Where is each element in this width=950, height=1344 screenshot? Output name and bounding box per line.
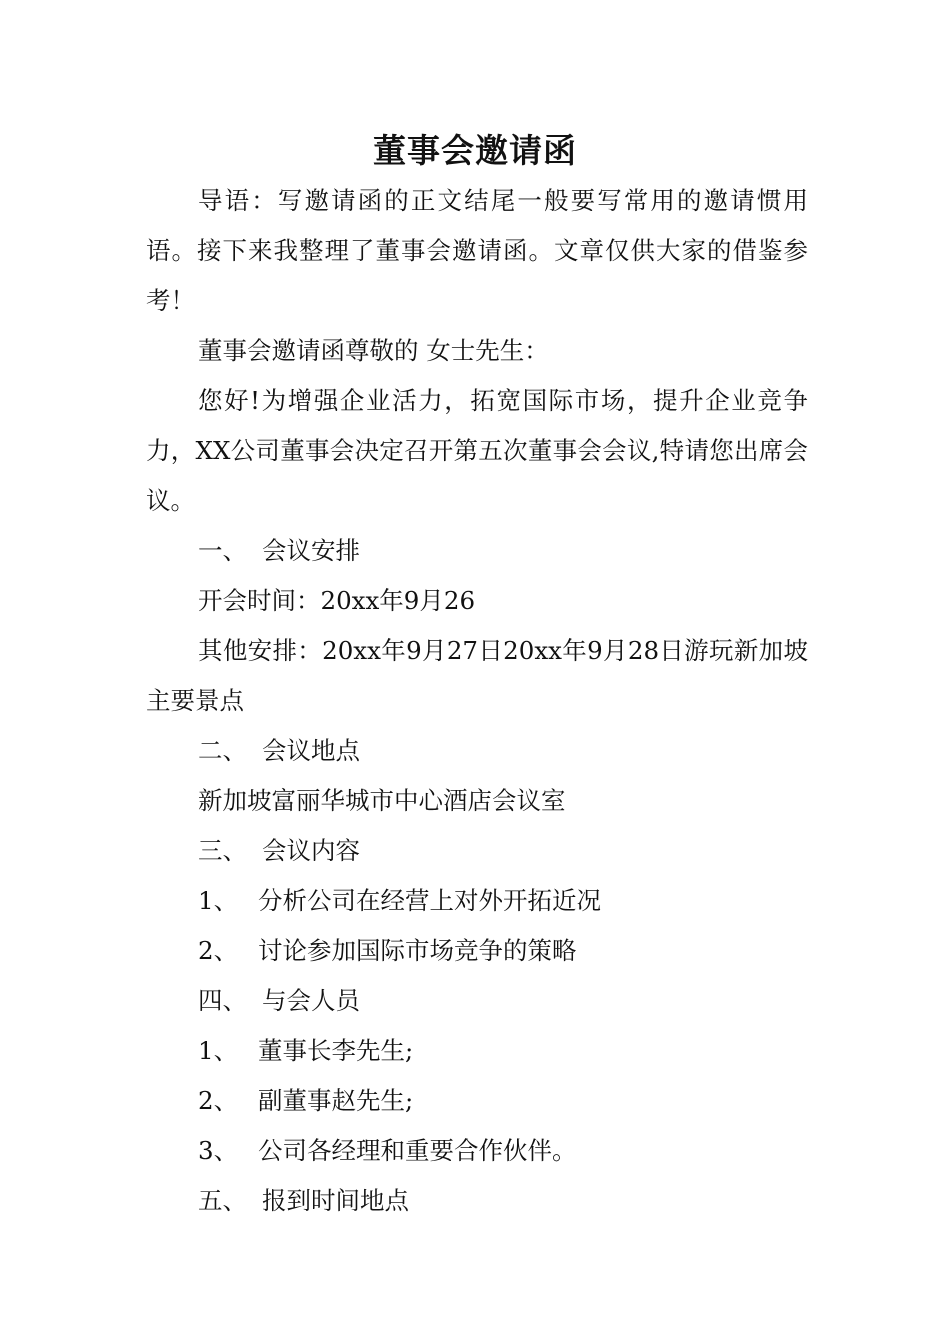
section-heading-4 — [146, 976, 808, 1026]
section-number: 四、 — [198, 986, 247, 1015]
salutation-paragraph: 董事会邀请函尊敬的 女士先生： — [198, 336, 549, 365]
list-text: 分析公司在经营上对外开拓近况 — [258, 886, 601, 915]
opening-paragraph: 您好!为增强企业活力，拓宽国际市场，提升企业竞争力，XX公司董事会决定召开第五次董事会会议,特请您出席会议。 — [146, 386, 808, 515]
list-item — [146, 1026, 808, 1076]
section-number: 二、 — [198, 736, 247, 765]
section-number: 五、 — [198, 1186, 247, 1215]
section-heading-5 — [146, 1176, 808, 1226]
intro-paragraph: 导语：写邀请函的正文结尾一般要写常用的邀请惯用语。接下来我整理了董事会邀请函。文章仅供大家的借鉴参考！ — [146, 186, 808, 315]
section-heading-3 — [146, 826, 808, 876]
list-item — [146, 1076, 808, 1126]
section-heading-1 — [146, 526, 808, 576]
list-text: 副董事赵先生; — [258, 1086, 414, 1115]
section-title: 会议地点 — [262, 736, 360, 765]
list-item — [146, 1126, 808, 1176]
list-number: 1、 — [198, 886, 239, 915]
document-body — [146, 176, 808, 1226]
meeting-time: 开会时间：20xx年9月26 — [198, 586, 476, 615]
other-arrangements: 其他安排：20xx年9月27日20xx年9月28日游玩新加坡主要景点 — [146, 636, 808, 715]
section-number: 三、 — [198, 836, 247, 865]
list-number: 2、 — [198, 1086, 239, 1115]
section-title: 会议安排 — [262, 536, 360, 565]
list-item — [146, 876, 808, 926]
list-item — [146, 926, 808, 976]
list-text: 讨论参加国际市场竞争的策略 — [258, 936, 577, 965]
section-title: 会议内容 — [262, 836, 360, 865]
list-number: 1、 — [198, 1036, 239, 1065]
section-heading-2 — [146, 726, 808, 776]
document-title: 董事会邀请函 — [373, 131, 577, 170]
section-title: 报到时间地点 — [262, 1186, 409, 1215]
list-number: 3、 — [198, 1136, 239, 1165]
section-number: 一、 — [198, 536, 247, 565]
section-title: 与会人员 — [262, 986, 360, 1015]
meeting-venue: 新加坡富丽华城市中心酒店会议室 — [198, 786, 566, 815]
list-text: 公司各经理和重要合作伙伴。 — [258, 1136, 577, 1165]
list-text: 董事长李先生; — [258, 1036, 414, 1065]
list-number: 2、 — [198, 936, 239, 965]
